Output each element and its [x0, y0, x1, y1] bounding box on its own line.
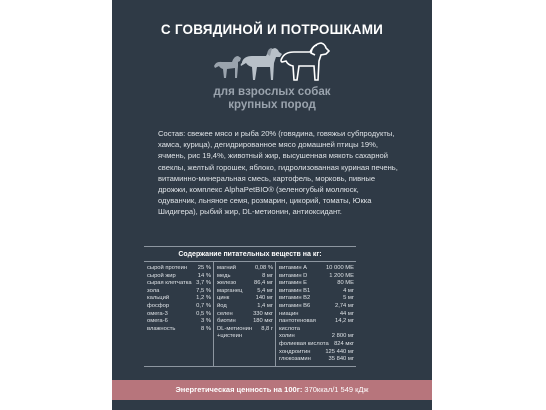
nutrients-column-3 — [275, 262, 356, 366]
nutrient-row — [147, 311, 211, 319]
nutrient-row — [217, 288, 273, 296]
nutrient-value: 8 % — [201, 325, 211, 332]
nutrient-row — [217, 311, 273, 319]
nutrient-name: витамин В1 — [279, 287, 311, 294]
nutrient-value: 1,4 мг — [257, 302, 273, 309]
nutrient-row — [147, 326, 211, 334]
nutrient-row — [147, 318, 211, 326]
nutrient-value: 2 800 мг — [331, 333, 354, 340]
nutrient-name: витамин D — [279, 272, 308, 279]
nutrient-name: кальций — [147, 295, 170, 302]
energy-value: 370ккал/1 549 кДж — [304, 385, 369, 394]
nutrient-row — [217, 280, 273, 288]
nutrient-name: железо — [217, 280, 237, 287]
nutrient-name: витамин В2 — [279, 295, 311, 302]
nutrient-row — [147, 265, 211, 273]
nutrient-name: йод — [217, 302, 227, 309]
small-dog-icon — [214, 56, 241, 78]
nutrients-table-title: Содержание питательных веществ на кг: — [144, 246, 356, 262]
nutrient-row — [279, 356, 354, 364]
nutrient-value: 80 МЕ — [337, 280, 354, 287]
nutrient-row — [279, 288, 354, 296]
nutrient-value: 1 200 МЕ — [329, 272, 354, 279]
nutrient-name: хондроитин — [279, 348, 311, 355]
nutrient-row — [217, 295, 273, 303]
energy-value-bar — [112, 380, 432, 400]
subtitle-line-1: для взрослых собак — [213, 86, 331, 98]
nutrient-name: ниацин — [279, 310, 299, 317]
nutrient-row — [279, 341, 354, 349]
product-title: С ГОВЯДИНОЙ И ПОТРОШКАМИ — [160, 22, 384, 37]
nutrient-value: 3,7 % — [196, 280, 211, 287]
nutrient-row — [279, 349, 354, 357]
nutrient-row — [279, 311, 354, 319]
nutrient-value: 0,5 % — [196, 310, 211, 317]
nutrient-row — [217, 303, 273, 311]
nutrient-row — [147, 273, 211, 281]
nutrient-name: витамин А — [279, 265, 308, 271]
nutrients-table — [144, 246, 356, 367]
nutrients-column-1 — [144, 262, 213, 366]
nutrient-row — [147, 280, 211, 288]
nutrient-value: 330 мкг — [253, 310, 273, 317]
nutrient-name: сырой жир — [147, 272, 176, 279]
nutrient-name: цинк — [217, 295, 230, 302]
nutrient-name: глюкозамин — [279, 356, 311, 363]
nutrient-row — [217, 273, 273, 281]
nutrient-row — [217, 318, 273, 326]
nutrient-value: 8 мг — [262, 272, 273, 279]
nutrient-name: фолиевая кислота — [279, 340, 329, 347]
nutrient-name: магний — [217, 265, 237, 271]
nutrient-value: 10 000 МЕ — [325, 265, 354, 271]
nutrient-value: 1,2 % — [196, 295, 211, 302]
energy-label: Энергетическая ценность на 100г: — [175, 385, 303, 394]
nutrient-row — [279, 280, 354, 288]
nutrient-value: 5 мг — [343, 295, 354, 302]
nutrient-value: 140 мг — [255, 295, 273, 302]
nutrients-columns — [144, 262, 356, 367]
nutrient-name: витамин Е — [279, 280, 308, 287]
nutrient-name: влажность — [147, 325, 176, 332]
nutrient-name: биотин — [217, 318, 236, 325]
nutrient-value: 125 440 мг — [325, 348, 354, 355]
nutrient-row — [217, 265, 273, 273]
nutrient-value: 0,08 % — [254, 265, 273, 271]
nutrient-value: 86,4 мг — [254, 280, 273, 287]
nutrient-value: 5,4 мг — [257, 287, 273, 294]
nutrient-name: витамин В6 — [279, 302, 311, 309]
subtitle-line-2: крупных пород — [228, 99, 316, 111]
nutrient-name: сырая клетчатка — [147, 280, 192, 287]
dog-silhouettes-icon — [210, 42, 330, 84]
nutrient-row — [279, 303, 354, 311]
nutrient-row — [217, 326, 273, 341]
target-audience — [112, 86, 432, 112]
nutrient-value: 14 % — [197, 272, 211, 279]
nutrient-row — [279, 295, 354, 303]
nutrient-name: фосфор — [147, 302, 170, 309]
nutrient-name: селен — [217, 310, 233, 317]
nutrient-value: 0,7 % — [196, 302, 211, 309]
nutrient-value: 7,5 % — [196, 287, 211, 294]
nutrient-value: 35 840 мг — [328, 356, 354, 363]
nutrient-row — [279, 333, 354, 341]
nutrients-column-2 — [213, 262, 275, 366]
nutrient-name: сырой протеин — [147, 265, 188, 271]
medium-dog-icon — [241, 48, 282, 80]
nutrient-name: марганец — [217, 287, 243, 294]
nutrient-name: зола — [147, 287, 160, 294]
nutrient-value: 2,74 мг — [335, 302, 354, 309]
nutrient-value: 3 % — [201, 318, 211, 325]
nutrient-value: 25 % — [197, 265, 211, 271]
nutrient-value: 180 мкг — [253, 318, 273, 325]
nutrient-value: 44 мг — [339, 310, 354, 317]
nutrient-name: пантотеновая кислота — [279, 318, 316, 332]
nutrient-row — [279, 318, 354, 333]
nutrient-row — [147, 303, 211, 311]
nutrient-name: омега-6 — [147, 318, 168, 325]
nutrient-name: холин — [279, 333, 295, 340]
composition-text: Состав: свежее мясо и рыба 20% (говядина, говяжьи субпродукты, хамса, курица), дегидрированное мясо домашней птицы 19%, ячмень, рис 19,4%, животный жир, высушенная мякоть сахарной свеклы, желтый горошек, яблоко, гидролизованная куриная печень, витаминно-минеральная смесь, картофель, морковь, пивные дрожжи, комплекс AlphaPetBIO® (зеленогубый моллюск, одуванчик, льняное семя, розмарин, цикорий, томаты, Юкка Шидигера), рыбий жир, DL-метионин, антиоксидант. — [158, 129, 398, 217]
nutrient-name: медь — [217, 272, 231, 279]
nutrient-value: 824 мкг — [334, 340, 354, 347]
large-dog-icon — [281, 43, 329, 80]
nutrient-value: 8,8 г — [261, 325, 273, 332]
nutrient-row — [279, 273, 354, 281]
nutrient-value: 14,2 мг — [335, 318, 354, 325]
package-panel — [112, 0, 432, 410]
nutrient-value: 4 мг — [343, 287, 354, 294]
nutrient-row — [279, 265, 354, 273]
nutrient-name: омега-3 — [147, 310, 168, 317]
nutrient-row — [147, 295, 211, 303]
nutrient-name: DL-метионин +цистеин — [217, 325, 253, 340]
